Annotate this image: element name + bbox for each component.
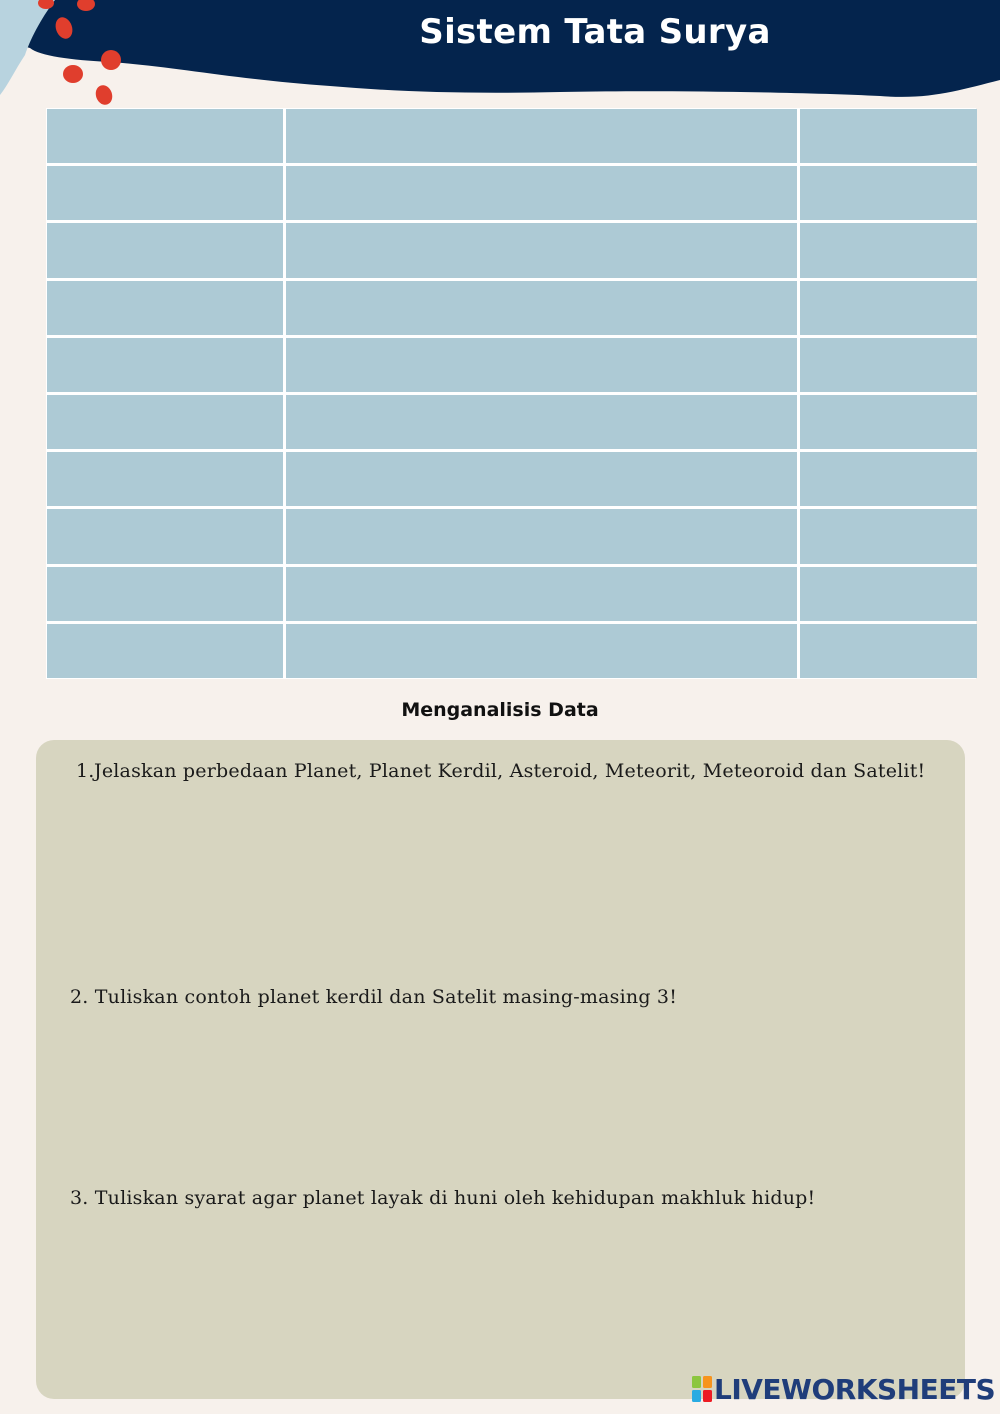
- table-cell[interactable]: [47, 223, 283, 277]
- question-1: [76, 760, 925, 782]
- table-cell[interactable]: [800, 452, 977, 506]
- table-cell[interactable]: [47, 395, 283, 449]
- table-cell[interactable]: [47, 281, 283, 335]
- answer-panel[interactable]: [36, 740, 965, 1399]
- question-number: 2.: [70, 986, 89, 1008]
- table-cell[interactable]: [286, 109, 797, 163]
- page-title: Sistem Tata Surya: [419, 12, 771, 52]
- table-cell[interactable]: [47, 567, 283, 621]
- question-3: [70, 1187, 815, 1209]
- table-cell[interactable]: [800, 624, 977, 678]
- table-cell[interactable]: [286, 624, 797, 678]
- table-cell[interactable]: [47, 624, 283, 678]
- table-cell[interactable]: [286, 567, 797, 621]
- question-number: 1.: [76, 760, 95, 782]
- question-text: Tuliskan contoh planet kerdil dan Satelit masing-masing 3!: [94, 986, 678, 1008]
- table-cell[interactable]: [47, 452, 283, 506]
- question-text: Jelaskan perbedaan Planet, Planet Kerdil, Asteroid, Meteorit, Meteoroid dan Satelit!: [94, 760, 926, 782]
- liveworksheets-logo-icon: [692, 1376, 712, 1402]
- question-number: 3.: [70, 1187, 89, 1209]
- table-cell[interactable]: [47, 509, 283, 563]
- data-table: [46, 108, 976, 679]
- watermark: [692, 1373, 995, 1405]
- question-text: Tuliskan syarat agar planet layak di huni oleh kehidupan makhluk hidup!: [94, 1187, 816, 1209]
- table-cell[interactable]: [286, 338, 797, 392]
- table-cell[interactable]: [286, 452, 797, 506]
- table-cell[interactable]: [800, 509, 977, 563]
- table-cell[interactable]: [286, 281, 797, 335]
- table-cell[interactable]: [286, 395, 797, 449]
- table-cell[interactable]: [47, 166, 283, 220]
- table-cell[interactable]: [800, 109, 977, 163]
- table-cell[interactable]: [800, 281, 977, 335]
- table-cell[interactable]: [286, 509, 797, 563]
- table-cell[interactable]: [47, 109, 283, 163]
- table-cell[interactable]: [286, 223, 797, 277]
- watermark-text: LIVEWORKSHEETS: [714, 1372, 996, 1406]
- question-2: [70, 986, 677, 1008]
- table-cell[interactable]: [800, 567, 977, 621]
- section-heading: Menganalisis Data: [401, 699, 599, 721]
- table-cell[interactable]: [47, 338, 283, 392]
- table-cell[interactable]: [286, 166, 797, 220]
- table-cell[interactable]: [800, 338, 977, 392]
- table-cell[interactable]: [800, 223, 977, 277]
- table-cell[interactable]: [800, 395, 977, 449]
- table-cell[interactable]: [800, 166, 977, 220]
